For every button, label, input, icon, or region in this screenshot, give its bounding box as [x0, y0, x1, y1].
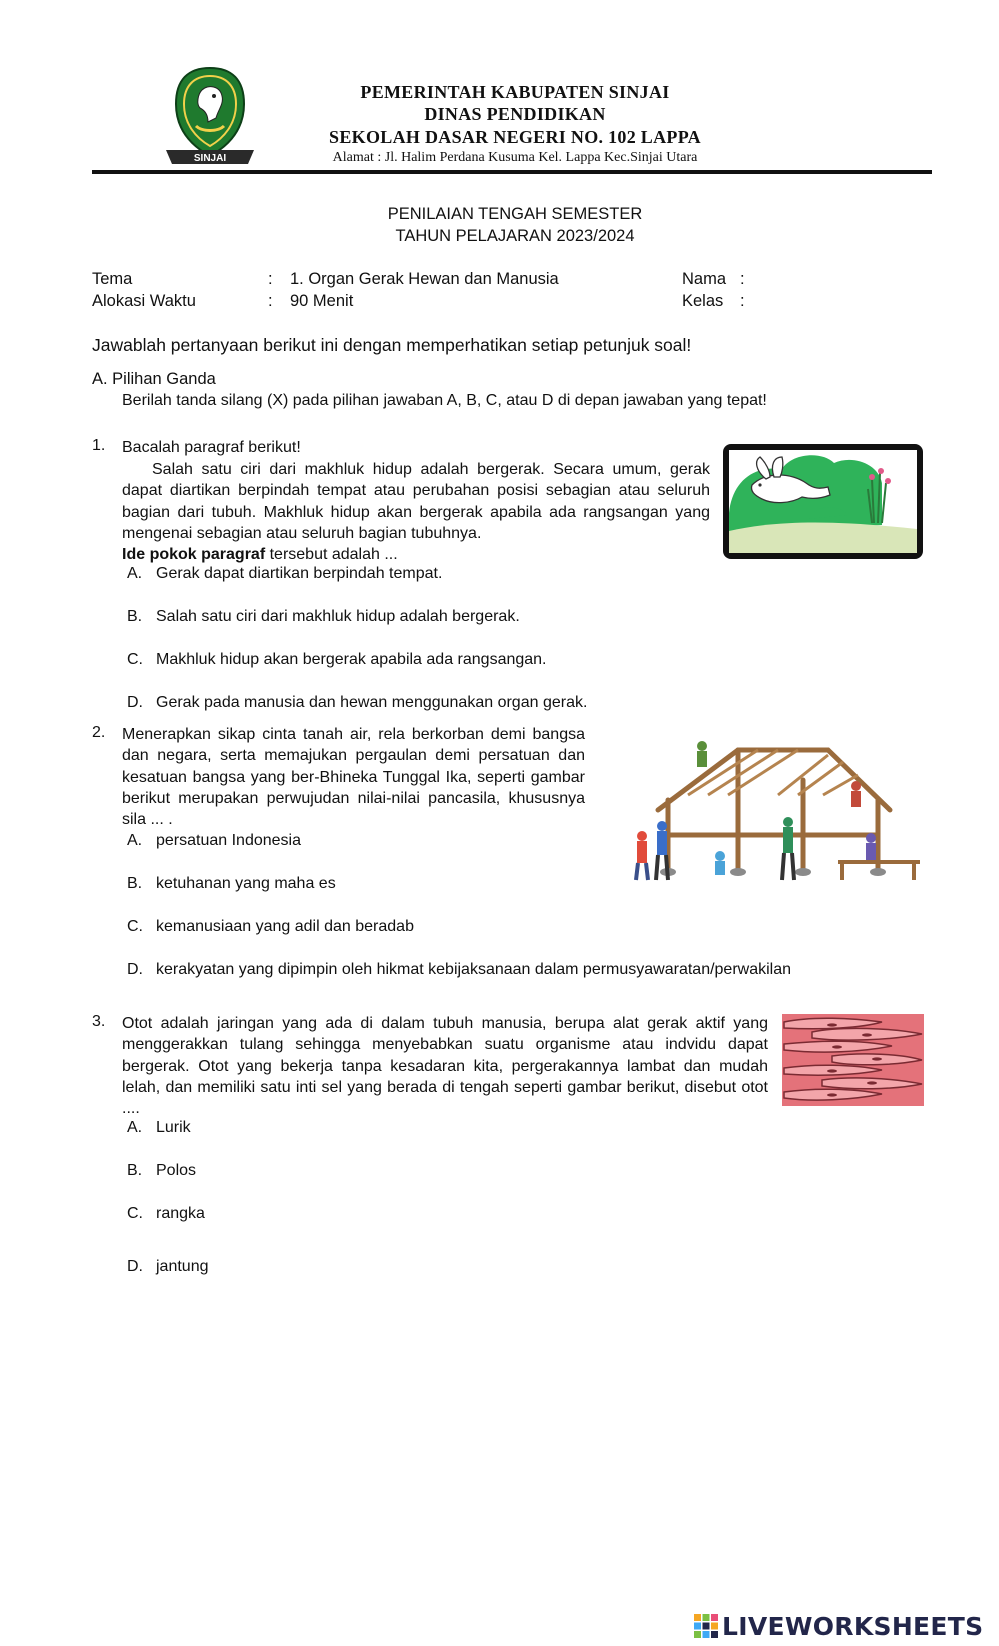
- general-instruction: Jawablah pertanyaan berikut ini dengan memperhatikan setiap petunjuk soal!: [92, 335, 692, 355]
- alokasi-value: 90 Menit: [290, 292, 354, 310]
- option-letter: B.: [127, 875, 143, 892]
- header-department: DINAS PENDIDIKAN: [424, 104, 606, 124]
- nama-label: Nama: [682, 270, 727, 288]
- header-divider: [92, 170, 932, 174]
- question-1-intro: Bacalah paragraf berikut!: [122, 439, 301, 456]
- option-letter: D.: [127, 694, 143, 711]
- section-a-instruction: Berilah tanda silang (X) pada pilihan jawaban A, B, C, atau D di depan jawaban yang tepat!: [122, 392, 767, 409]
- question-1-paragraph: Salah satu ciri dari makhluk hidup adalah bergerak. Secara umum, gerak dapat diartikan berpindah tempat atau perubahan posisi sebagian atau seluruh bagian dari tubuh. Makhluk hidup akan bergerak apabila ada rangsangan yang mengenai sebagian atau seluruh bagian tubuhnya.: [122, 461, 710, 542]
- option-letter: C.: [127, 651, 143, 668]
- option-text: persatuan Indonesia: [156, 832, 301, 849]
- option-text: kemanusiaan yang adil dan beradab: [156, 918, 414, 935]
- option-letter: D.: [127, 1258, 143, 1275]
- option-text: kerakyatan yang dipimpin oleh hikmat kebijaksanaan dalam permusyawaratan/perwakilan: [156, 961, 792, 978]
- question-3-option-c[interactable]: [127, 1205, 205, 1223]
- house-building-picture: [628, 740, 928, 888]
- option-text: rangka: [156, 1205, 205, 1222]
- question-2-option-d[interactable]: [127, 961, 791, 979]
- option-text: jantung: [156, 1258, 209, 1275]
- question-1-option-d[interactable]: [127, 694, 587, 712]
- option-letter: D.: [127, 961, 143, 978]
- liveworksheets-logo-icon: [694, 1614, 718, 1638]
- sinjai-regency-logo: [162, 64, 258, 170]
- option-text: Gerak pada manusia dan hewan menggunakan organ gerak.: [156, 694, 588, 711]
- liveworksheets-brand-text: LIVEWORKSHEETS: [722, 1611, 984, 1641]
- question-3-option-d[interactable]: [127, 1258, 209, 1276]
- option-letter: A.: [127, 1119, 143, 1136]
- option-text: ketuhanan yang maha es: [156, 875, 336, 892]
- header-government: PEMERINTAH KABUPATEN SINJAI: [360, 82, 670, 102]
- tema-colon: :: [268, 270, 273, 288]
- question-1-option-c[interactable]: [127, 651, 547, 669]
- alokasi-label: Alokasi Waktu: [92, 292, 196, 310]
- tema-label: Tema: [92, 270, 133, 288]
- question-1-option-a[interactable]: [127, 565, 442, 583]
- question-2-option-b[interactable]: [127, 875, 336, 893]
- logo-label: SINJAI: [193, 153, 227, 164]
- option-letter: A.: [127, 565, 143, 582]
- question-3-number: 3.: [92, 1013, 106, 1030]
- question-3-paragraph: Otot adalah jaringan yang ada di dalam tubuh manusia, berupa alat gerak aktif yang menggerakkan tulang sehingga menyebabkan suatu organisme atau indvidu dapat bergerak. Otot yang bekerja tanpa kesadaran kita, pergerakannya lambat dan mudah lelah, dan memiliki satu inti sel yang berada di tengah seperti gambar berikut, disebut otot ....: [122, 1015, 768, 1118]
- question-1-option-b[interactable]: [127, 608, 520, 626]
- question-2-option-a[interactable]: [127, 832, 301, 850]
- question-1-stem-rest: tersebut adalah ...: [265, 546, 398, 563]
- question-3-option-b[interactable]: [127, 1162, 196, 1180]
- option-letter: A.: [127, 832, 143, 849]
- question-2-option-c[interactable]: [127, 918, 414, 936]
- nama-colon: :: [740, 270, 745, 288]
- question-3-option-a[interactable]: [127, 1119, 191, 1137]
- kelas-colon: :: [740, 292, 745, 310]
- exam-title: PENILAIAN TENGAH SEMESTER: [387, 205, 643, 223]
- question-2-paragraph: Menerapkan sikap cinta tanah air, rela berkorban demi bangsa dan negara, serta memajukan pergaulan demi persatuan dan kesatuan bangsa yang ber-Bhineka Tunggal Ika, seperti gambar berikut merupakan perwujudan nilai-nilai pancasila, khususnya sila ... .: [122, 726, 585, 829]
- header-school: SEKOLAH DASAR NEGERI NO. 102 LAPPA: [329, 127, 701, 147]
- question-1-number: 1.: [92, 437, 106, 454]
- option-letter: B.: [127, 608, 143, 625]
- tema-value: 1. Organ Gerak Hewan dan Manusia: [290, 270, 559, 288]
- option-text: Salah satu ciri dari makhluk hidup adalah bergerak.: [156, 608, 520, 625]
- smooth-muscle-picture: [782, 1014, 924, 1106]
- option-text: Polos: [156, 1162, 197, 1179]
- section-a-title: A. Pilihan Ganda: [92, 370, 216, 388]
- liveworksheets-brand[interactable]: [694, 1610, 983, 1642]
- kelas-label: Kelas: [682, 292, 724, 310]
- option-text: Gerak dapat diartikan berpindah tempat.: [156, 565, 443, 582]
- academic-year: TAHUN PELAJARAN 2023/2024: [395, 227, 635, 245]
- question-1-stem-bold: Ide pokok paragraf: [122, 546, 266, 563]
- option-text: Makhluk hidup akan bergerak apabila ada rangsangan.: [156, 651, 547, 668]
- option-letter: B.: [127, 1162, 143, 1179]
- option-text: Lurik: [156, 1119, 191, 1136]
- header-address: Alamat : Jl. Halim Perdana Kusuma Kel. Lappa Kec.Sinjai Utara: [332, 150, 698, 165]
- alokasi-colon: :: [268, 292, 273, 310]
- option-letter: C.: [127, 1205, 143, 1222]
- question-1-stem: [122, 544, 398, 565]
- rabbit-jumping-picture: [722, 443, 924, 560]
- option-letter: C.: [127, 918, 143, 935]
- question-2-number: 2.: [92, 724, 106, 741]
